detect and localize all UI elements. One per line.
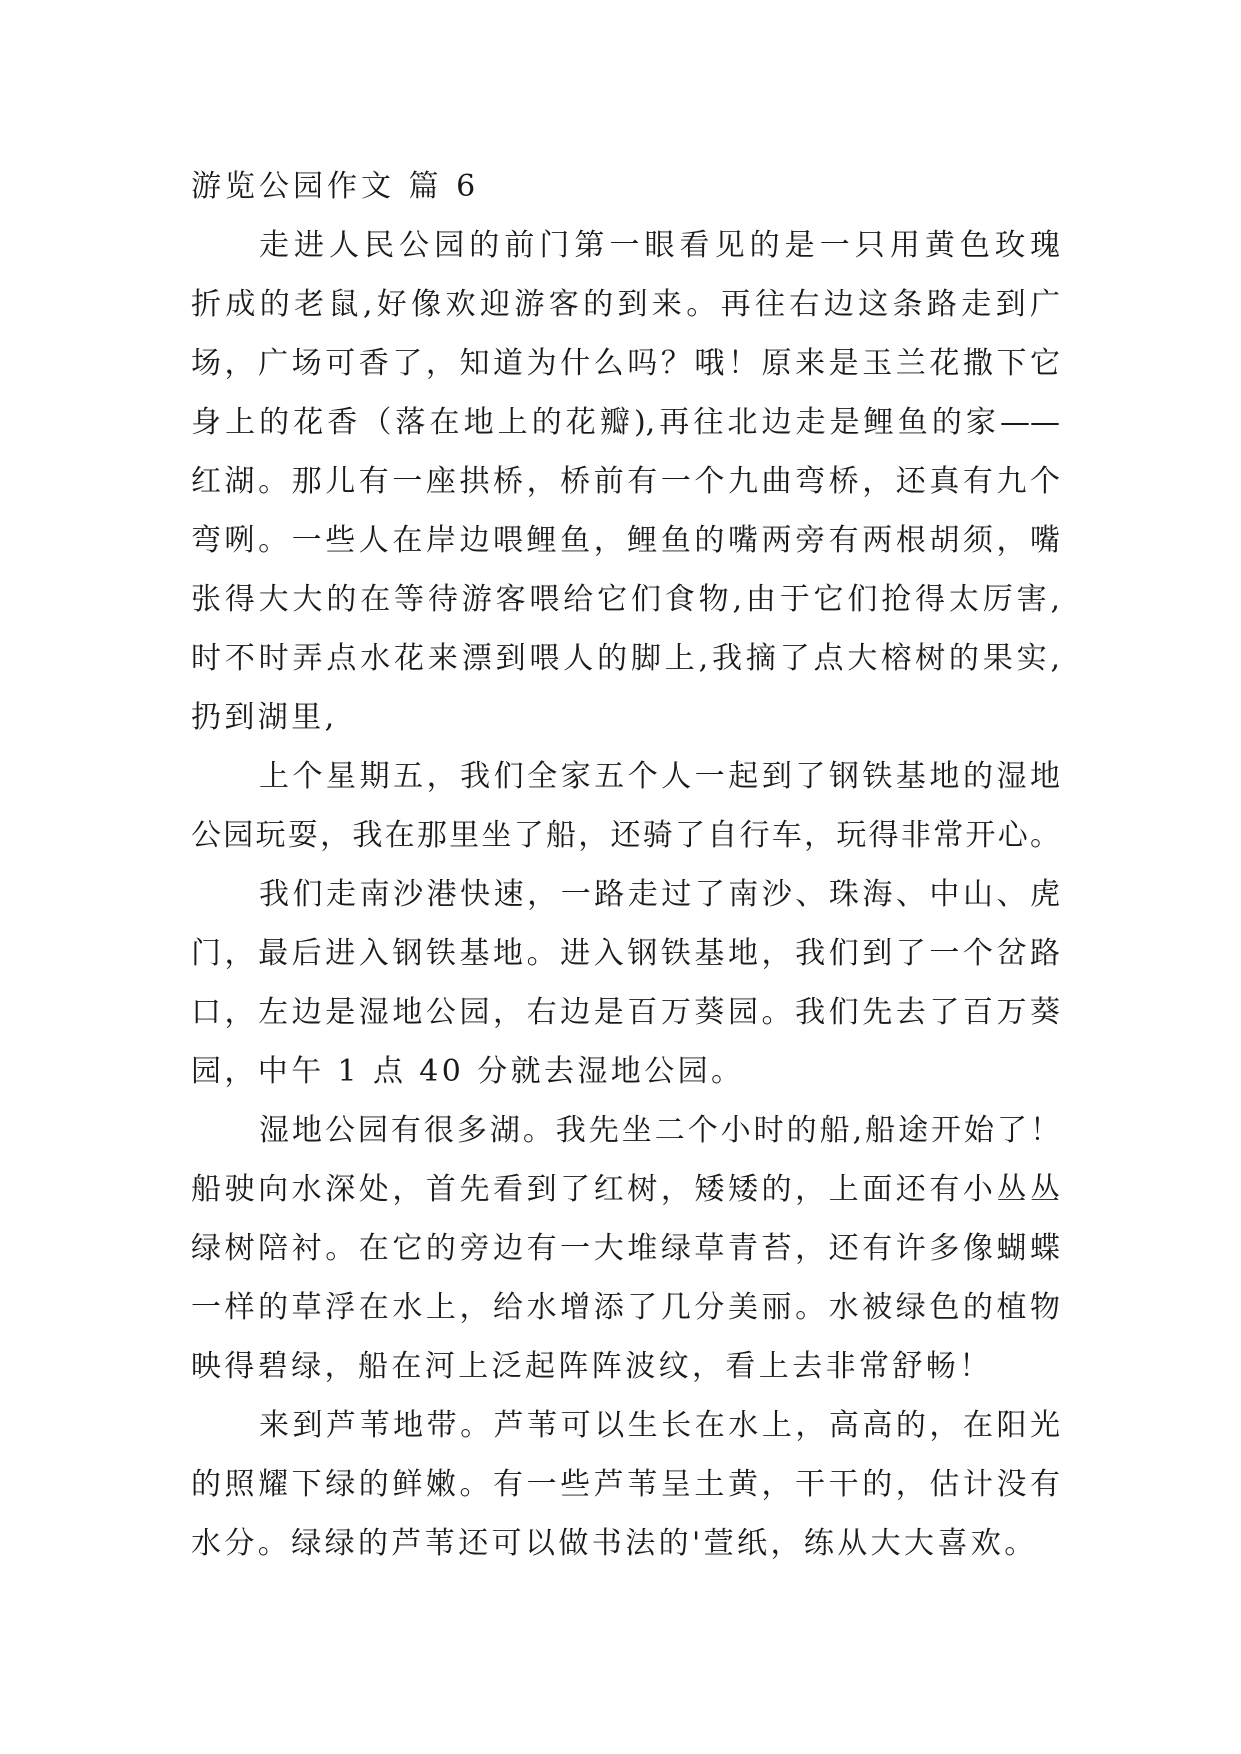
paragraph-line: 身上的花香（落在地上的花瓣),再往北边走是鲤鱼的家——: [191, 405, 1060, 440]
paragraph-line: 时不时弄点水花来漂到喂人的脚上,我摘了点大榕树的果实,: [191, 641, 1060, 676]
paragraph-line: 的照耀下绿的鲜嫩。有一些芦苇呈土黄，干干的，估计没有: [191, 1467, 1060, 1502]
paragraph-line: 红湖。那儿有一座拱桥，桥前有一个九曲弯桥，还真有九个: [191, 464, 1060, 499]
document-body: [191, 157, 1060, 1573]
paragraph-line: 折成的老鼠,好像欢迎游客的到来。再往右边这条路走到广: [191, 287, 1060, 322]
paragraph-line: 映得碧绿，船在河上泛起阵阵波纹，看上去非常舒畅！: [191, 1349, 993, 1384]
paragraph-1: [191, 216, 1060, 747]
paragraph-line: 弯咧。一些人在岸边喂鲤鱼，鲤鱼的嘴两旁有两根胡须，嘴: [191, 523, 1060, 558]
paragraph-line: 扔到湖里,: [191, 700, 338, 735]
paragraph-line: 张得大大的在等待游客喂给它们食物,由于它们抢得太厉害,: [191, 582, 1060, 617]
paragraph-line: 公园玩耍，我在那里坐了船，还骑了自行车，玩得非常开心。: [191, 818, 1060, 853]
paragraph-line: 船驶向水深处，首先看到了红树，矮矮的，上面还有小丛丛: [191, 1172, 1060, 1207]
paragraph-line: 水分。绿绿的芦苇还可以做书法的'萱纸，练从大大喜欢。: [191, 1526, 1038, 1561]
paragraph-5: [191, 1396, 1060, 1573]
paragraph-line: 湿地公园有很多湖。我先坐二个小时的船,船途开始了！: [259, 1113, 1060, 1148]
paragraph-line: 我们走南沙港快速，一路走过了南沙、珠海、中山、虎: [259, 877, 1060, 912]
paragraph-3: [191, 865, 1060, 1101]
paragraph-4: [191, 1101, 1060, 1396]
paragraph-line: 来到芦苇地带。芦苇可以生长在水上，高高的，在阳光: [259, 1408, 1060, 1443]
paragraph-line: 场，广场可香了，知道为什么吗？哦！原来是玉兰花撒下它: [191, 346, 1060, 381]
paragraph-line: 园，中午 1 点 40 分就去湿地公园。: [191, 1054, 745, 1089]
paragraph-line: 一样的草浮在水上，给水增添了几分美丽。水被绿色的植物: [191, 1290, 1060, 1325]
paragraph-line: 上个星期五，我们全家五个人一起到了钢铁基地的湿地: [259, 759, 1060, 794]
paragraph-line: 口，左边是湿地公园，右边是百万葵园。我们先去了百万葵: [191, 995, 1060, 1030]
paragraph-line: 门，最后进入钢铁基地。进入钢铁基地，我们到了一个岔路: [191, 936, 1060, 971]
document-title: 游览公园作文 篇 6: [191, 169, 480, 204]
paragraph-2: [191, 747, 1060, 865]
paragraph-line: 走进人民公园的前门第一眼看见的是一只用黄色玫瑰: [259, 228, 1060, 263]
paragraph-line: 绿树陪衬。在它的旁边有一大堆绿草青苔，还有许多像蝴蝶: [191, 1231, 1060, 1266]
